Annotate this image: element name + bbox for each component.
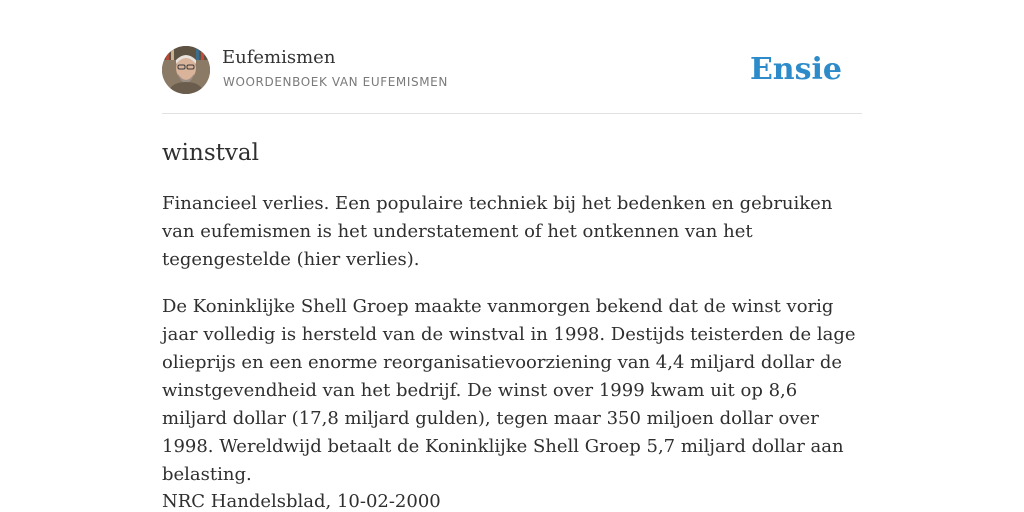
site-subtitle: WOORDENBOEK VAN EUFEMISMEN (223, 75, 448, 89)
entry-source: NRC Handelsblad, 10-02-2000 (162, 491, 441, 512)
author-portrait-icon (162, 46, 210, 94)
site-name[interactable]: Eufemismen (222, 47, 336, 68)
header (162, 46, 862, 96)
avatar[interactable] (162, 46, 210, 94)
entry-definition: Financieel verlies. Een populaire techniek bij het bedenken en gebruiken van eufemismen is het understatement of het ontkennen van het tegengestelde (hier verlies). (162, 193, 833, 270)
entry-example: De Koninklijke Shell Groep maakte vanmorgen bekend dat de winst vorig jaar volledig is hersteld van de winstval in 1998. Destijds teisterden de lage olieprijs en een enorme reorganisatievoorziening van 4,4 miljard dollar de winstgevendheid van het bedrijf. De winst over 1999 kwam uit op 8,6 miljard dollar (17,8 miljard gulden), tegen maar 350 miljoen dollar over 1998. Wereldwijd betaalt de Koninklijke Shell Groep 5,7 miljard dollar aan belasting. (162, 296, 856, 485)
page (162, 0, 862, 512)
header-divider (162, 113, 862, 114)
entry-term: winstval (162, 140, 259, 166)
brand-logo[interactable]: Ensie (749, 52, 842, 87)
